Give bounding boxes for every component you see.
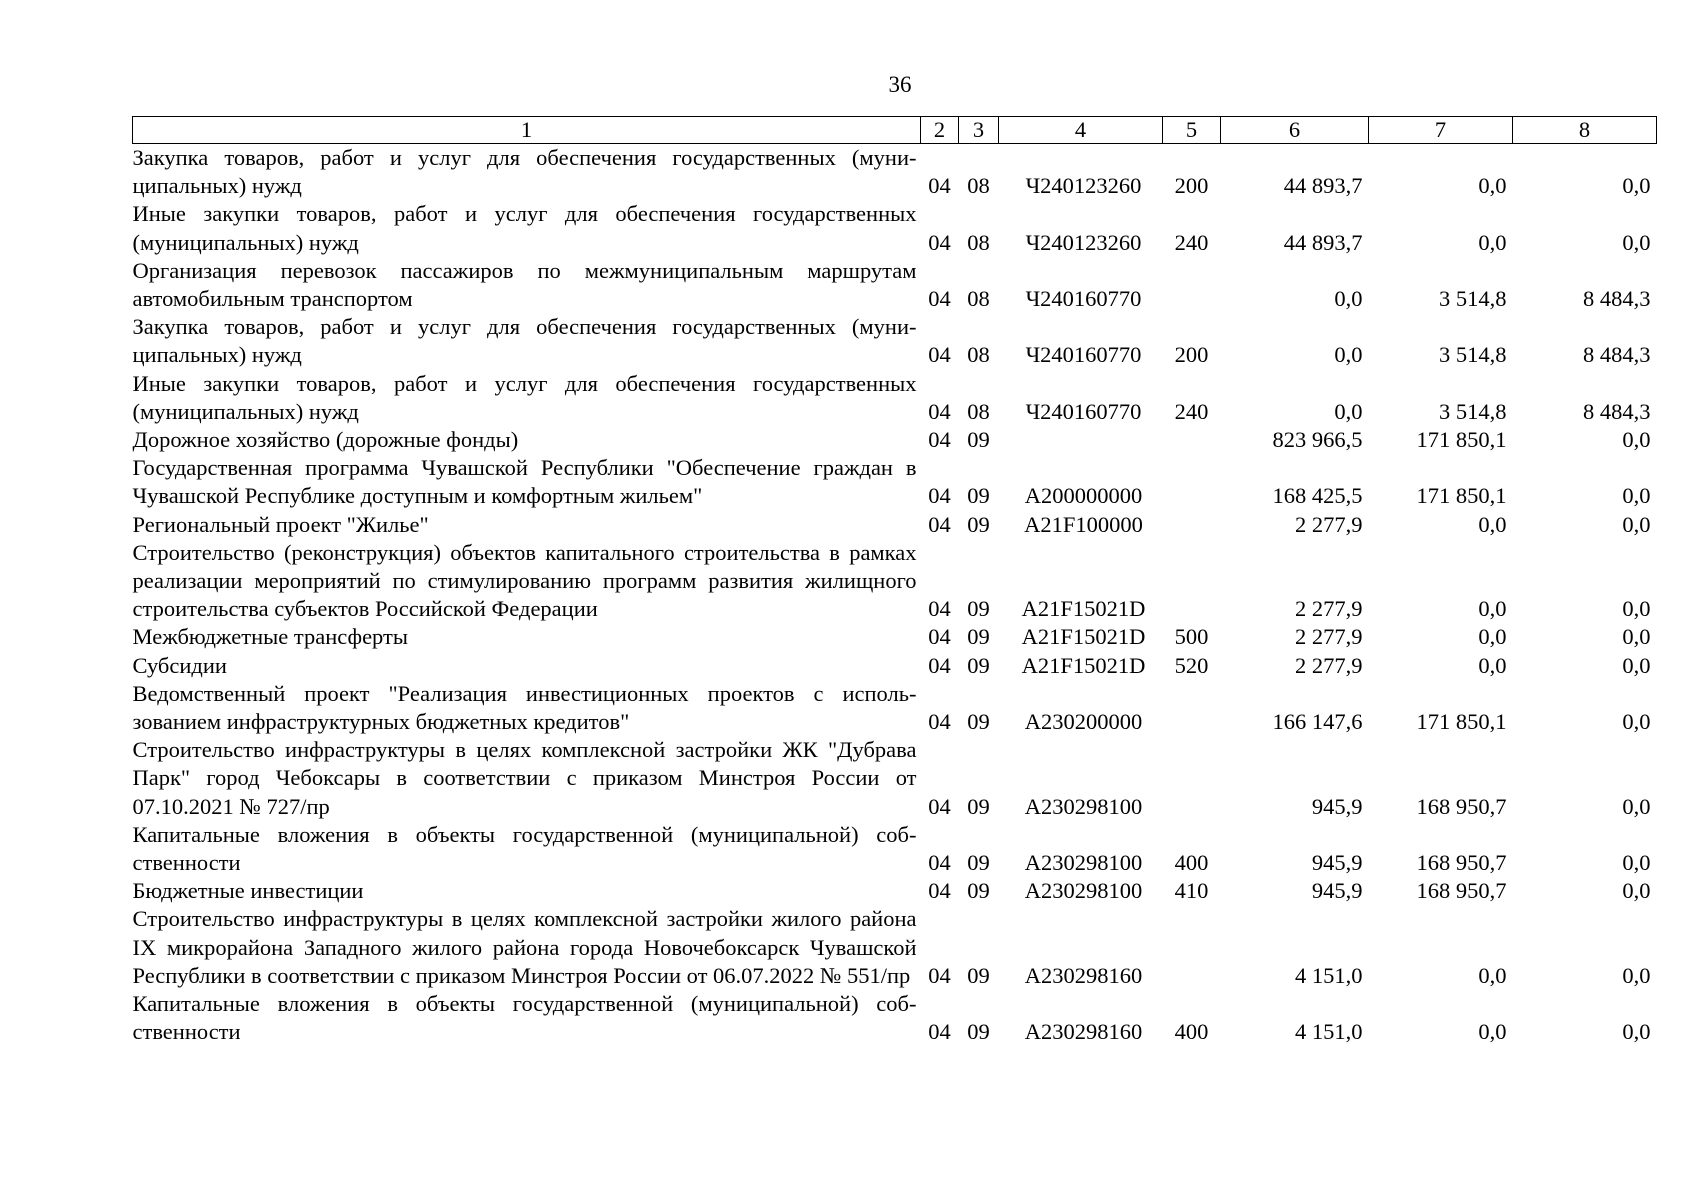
amount-col8-cell: 0,0 <box>1622 173 1651 199</box>
amount-col8-cell: 8 484,3 <box>1583 398 1651 424</box>
subsection-code-cell: 08 <box>967 398 990 424</box>
expense-type-cell <box>1163 736 1221 821</box>
amount-col6-cell: 2 277,9 <box>1295 652 1363 678</box>
subsection-code-cell: 09 <box>967 962 990 988</box>
expense-type-cell <box>1163 454 1221 510</box>
amount-col7-cell: 3 514,8 <box>1439 398 1507 424</box>
amount-col6-cell: 4 151,0 <box>1295 962 1363 988</box>
amount-col6-cell: 945,9 <box>1311 850 1363 876</box>
amount-col8-cell: 0,0 <box>1622 709 1651 735</box>
row-name-cell: Организация перевозок пассажиров по межмуниципальным маршрутам автомобильным транспортом <box>132 257 917 312</box>
subsection-code-cell: 09 <box>967 709 990 735</box>
table-row <box>133 426 1657 454</box>
expense-type-cell: 400 <box>1174 850 1209 876</box>
target-article-cell: А21F100000 <box>1024 511 1143 537</box>
section-code-cell: 04 <box>928 342 951 368</box>
target-article-cell <box>999 426 1163 454</box>
header-row <box>133 117 1657 144</box>
section-code-cell: 04 <box>928 652 951 678</box>
section-code-cell: 04 <box>928 878 951 904</box>
subsection-code-cell: 09 <box>967 624 990 650</box>
section-code-cell: 04 <box>928 286 951 312</box>
amount-col8-cell: 0,0 <box>1622 596 1651 622</box>
amount-col7-cell: 0,0 <box>1478 229 1507 255</box>
amount-col7-cell: 0,0 <box>1478 624 1507 650</box>
amount-col6-cell: 945,9 <box>1311 878 1363 904</box>
subsection-code-cell: 09 <box>967 511 990 537</box>
amount-col7-cell: 168 950,7 <box>1416 850 1507 876</box>
expense-type-cell <box>1163 426 1221 454</box>
section-code-cell: 04 <box>928 596 951 622</box>
expense-type-cell: 200 <box>1174 173 1209 199</box>
table-row <box>133 990 1657 1046</box>
target-article-cell: А200000000 <box>1024 483 1143 509</box>
row-name-cell: Капитальные вложения в объекты государственной (муниципальной) собственности <box>132 991 917 1045</box>
amount-col6-cell: 168 425,5 <box>1272 483 1363 509</box>
row-name-cell: Закупка товаров, работ и услуг для обеспечения государственных (муниципальных) нужд <box>132 314 917 368</box>
amount-col6-cell: 4 151,0 <box>1295 1019 1363 1045</box>
target-article-cell: А230298160 <box>1024 962 1143 988</box>
expense-type-cell: 400 <box>1174 1019 1209 1045</box>
amount-col8-cell: 0,0 <box>1622 652 1651 678</box>
target-article-cell: А21F15021D <box>1021 596 1146 622</box>
budget-table <box>132 116 1657 1047</box>
amount-col6-cell: 44 893,7 <box>1283 229 1363 255</box>
target-article-cell: А230298100 <box>1024 850 1143 876</box>
subsection-code-cell: 09 <box>967 427 990 453</box>
table-row <box>133 454 1657 510</box>
table-row <box>133 539 1657 624</box>
target-article-cell: А230298100 <box>1024 793 1143 819</box>
section-code-cell: 04 <box>928 173 951 199</box>
table-row <box>133 200 1657 256</box>
row-name-cell: Дорожное хозяйство (дорожные фонды) <box>132 427 519 453</box>
expense-type-cell: 520 <box>1174 652 1209 678</box>
subsection-code-cell: 08 <box>967 342 990 368</box>
section-code-cell: 04 <box>928 511 951 537</box>
target-article-cell: А230200000 <box>1024 709 1143 735</box>
amount-col7-cell: 0,0 <box>1478 1019 1507 1045</box>
amount-col8-cell: 0,0 <box>1622 1019 1651 1045</box>
table-row <box>133 623 1657 651</box>
table-row <box>133 257 1657 313</box>
table-row <box>133 511 1657 539</box>
expense-type-cell <box>1163 511 1221 539</box>
table-row <box>133 736 1657 821</box>
column-header-8: 8 <box>1513 117 1657 144</box>
amount-col8-cell: 0,0 <box>1622 483 1651 509</box>
amount-col7-cell: 0,0 <box>1478 596 1507 622</box>
expense-type-cell: 500 <box>1174 624 1209 650</box>
expense-type-cell: 410 <box>1174 878 1209 904</box>
subsection-code-cell: 09 <box>967 1019 990 1045</box>
target-article-cell: А230298100 <box>1024 878 1143 904</box>
subsection-code-cell: 09 <box>967 652 990 678</box>
amount-col7-cell: 3 514,8 <box>1439 342 1507 368</box>
table-row <box>133 652 1657 680</box>
amount-col7-cell: 168 950,7 <box>1416 878 1507 904</box>
column-header-1: 1 <box>133 117 921 144</box>
amount-col6-cell: 0,0 <box>1334 342 1363 368</box>
subsection-code-cell: 09 <box>967 596 990 622</box>
section-code-cell: 04 <box>928 427 951 453</box>
target-article-cell: А230298160 <box>1024 1019 1143 1045</box>
subsection-code-cell: 08 <box>967 229 990 255</box>
subsection-code-cell: 09 <box>967 483 990 509</box>
amount-col7-cell: 171 850,1 <box>1416 709 1507 735</box>
subsection-code-cell: 09 <box>967 793 990 819</box>
amount-col8-cell: 8 484,3 <box>1583 286 1651 312</box>
amount-col8-cell: 0,0 <box>1622 229 1651 255</box>
row-name-cell: Бюджетные инвестиции <box>132 878 364 904</box>
expense-type-cell <box>1163 680 1221 736</box>
expense-type-cell <box>1163 257 1221 313</box>
column-header-3: 3 <box>959 117 999 144</box>
target-article-cell: Ч240160770 <box>1025 342 1142 368</box>
row-name-cell: Иные закупки товаров, работ и услуг для обеспечения государственных (муниципальных) нужд <box>132 201 917 255</box>
amount-col6-cell: 945,9 <box>1311 793 1363 819</box>
table-row <box>133 877 1657 905</box>
target-article-cell: Ч240123260 <box>1025 173 1142 199</box>
amount-col8-cell: 0,0 <box>1622 624 1651 650</box>
table-row <box>133 680 1657 736</box>
expense-type-cell: 240 <box>1174 398 1209 424</box>
table-row <box>133 821 1657 877</box>
row-name-cell: Иные закупки товаров, работ и услуг для обеспечения государственных (муниципальных) нужд <box>132 370 917 424</box>
column-header-4: 4 <box>999 117 1163 144</box>
expense-type-cell <box>1163 905 1221 990</box>
target-article-cell: А21F15021D <box>1021 624 1146 650</box>
amount-col7-cell: 3 514,8 <box>1439 286 1507 312</box>
row-name-cell: Капитальные вложения в объекты государственной (муниципальной) собственности <box>132 821 917 876</box>
row-name-cell: Ведомственный проект "Реализация инвестиционных проектов с использованием инфраструктурных бюджетных кредитов" <box>132 680 917 735</box>
target-article-cell: Ч240123260 <box>1025 229 1142 255</box>
table-row <box>133 144 1657 201</box>
subsection-code-cell: 08 <box>967 173 990 199</box>
table-row <box>133 905 1657 990</box>
amount-col8-cell: 0,0 <box>1622 962 1651 988</box>
section-code-cell: 04 <box>928 229 951 255</box>
row-name-cell: Субсидии <box>132 652 227 678</box>
amount-col7-cell: 171 850,1 <box>1416 427 1507 453</box>
amount-col6-cell: 2 277,9 <box>1295 596 1363 622</box>
section-code-cell: 04 <box>928 793 951 819</box>
amount-col6-cell: 0,0 <box>1334 398 1363 424</box>
expense-type-cell: 240 <box>1174 229 1209 255</box>
amount-col7-cell: 168 950,7 <box>1416 793 1507 819</box>
amount-col7-cell: 0,0 <box>1478 511 1507 537</box>
amount-col7-cell: 0,0 <box>1478 173 1507 199</box>
column-header-5: 5 <box>1163 117 1221 144</box>
row-name-cell: Закупка товаров, работ и услуг для обеспечения государственных (муниципальных) нужд <box>132 145 917 199</box>
table-row <box>133 370 1657 426</box>
section-code-cell: 04 <box>928 709 951 735</box>
expense-type-cell <box>1163 539 1221 624</box>
row-name-cell: Строительство инфраструктуры в целях комплексной застройки ЖК "Дубрава Парк" город Чебоксары в соответствии с приказом Минстроя России от 07.10.2021 № 727/пр <box>132 737 917 819</box>
subsection-code-cell: 09 <box>967 850 990 876</box>
target-article-cell: Ч240160770 <box>1025 286 1142 312</box>
table-body <box>133 144 1657 1047</box>
table-row <box>133 313 1657 369</box>
section-code-cell: 04 <box>928 1019 951 1045</box>
amount-col6-cell: 2 277,9 <box>1295 624 1363 650</box>
section-code-cell: 04 <box>928 624 951 650</box>
target-article-cell: А21F15021D <box>1021 652 1146 678</box>
table-header <box>133 117 1657 144</box>
page-number: 36 <box>888 72 912 97</box>
amount-col7-cell: 0,0 <box>1478 962 1507 988</box>
amount-col7-cell: 171 850,1 <box>1416 483 1507 509</box>
section-code-cell: 04 <box>928 483 951 509</box>
expense-type-cell: 200 <box>1174 342 1209 368</box>
amount-col8-cell: 0,0 <box>1622 511 1651 537</box>
column-header-7: 7 <box>1369 117 1513 144</box>
subsection-code-cell: 09 <box>967 878 990 904</box>
amount-col8-cell: 0,0 <box>1622 850 1651 876</box>
row-name-cell: Государственная программа Чувашской Республики "Обеспечение граждан в Чувашской Республике доступным и комфортным жильем" <box>132 455 917 509</box>
amount-col8-cell: 0,0 <box>1622 878 1651 904</box>
amount-col8-cell: 8 484,3 <box>1583 342 1651 368</box>
amount-col6-cell: 44 893,7 <box>1283 173 1363 199</box>
subsection-code-cell: 08 <box>967 286 990 312</box>
column-header-2: 2 <box>921 117 959 144</box>
row-name-cell: Межбюджетные трансферты <box>132 624 408 650</box>
section-code-cell: 04 <box>928 398 951 424</box>
amount-col6-cell: 823 966,5 <box>1272 427 1363 453</box>
row-name-cell: Региональный проект "Жилье" <box>132 511 429 537</box>
amount-col7-cell: 0,0 <box>1478 652 1507 678</box>
section-code-cell: 04 <box>928 850 951 876</box>
column-header-6: 6 <box>1221 117 1369 144</box>
row-name-cell: Строительство (реконструкция) объектов капитального строительства в рамках реализации мероприятий по стимулированию программ развития жилищного строительства субъектов Российской Федерации <box>132 539 917 622</box>
section-code-cell: 04 <box>928 962 951 988</box>
target-article-cell: Ч240160770 <box>1025 398 1142 424</box>
amount-col6-cell: 2 277,9 <box>1295 511 1363 537</box>
amount-col6-cell: 166 147,6 <box>1272 709 1363 735</box>
amount-col8-cell: 0,0 <box>1622 427 1651 453</box>
amount-col6-cell: 0,0 <box>1334 286 1363 312</box>
amount-col8-cell: 0,0 <box>1622 793 1651 819</box>
row-name-cell: Строительство инфраструктуры в целях комплексной застройки жилого района IX микрорайона Западного жилого района города Новочебоксарск Чувашской Республики в соответствии с приказом Минстроя России от 06.07.2022 № 551/пр <box>132 906 917 988</box>
